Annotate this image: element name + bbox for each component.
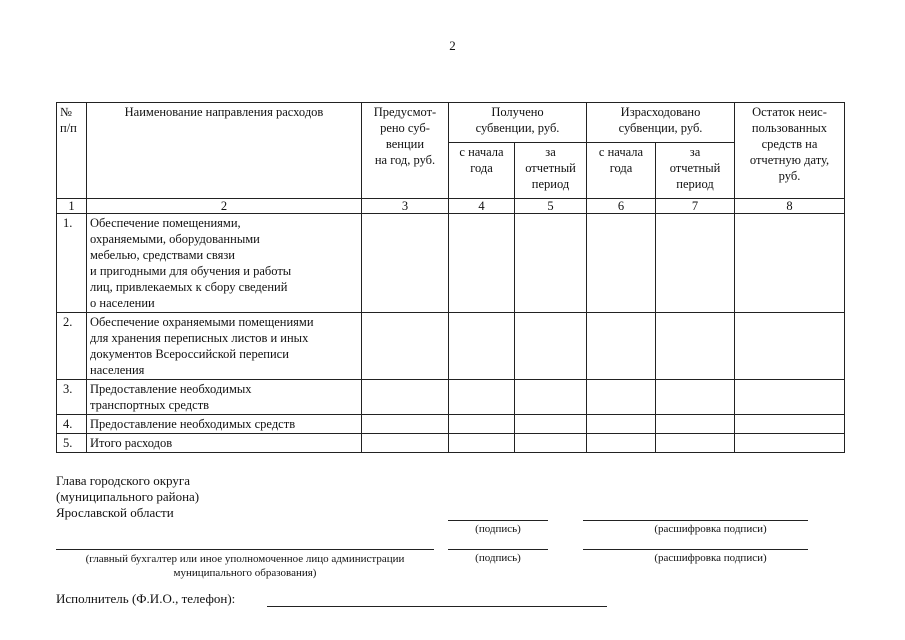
expense-report-table bbox=[56, 102, 845, 453]
cell-planned[interactable] bbox=[362, 214, 449, 313]
table-row-total bbox=[57, 434, 845, 453]
executor-label: Исполнитель (Ф.И.О., телефон): bbox=[56, 591, 236, 606]
header-spent-from-start: с начала года bbox=[587, 143, 656, 199]
row-name: Обеспечение помещениями, охраняемыми, оборудованными мебелью, средствами связи и пригодными для обучения и работы лиц, привлекаемых к сбору сведений о населении bbox=[87, 214, 362, 313]
cell-spent-for-period[interactable] bbox=[656, 380, 735, 415]
cell-spent-for-period[interactable] bbox=[656, 313, 735, 380]
cell-received-from-start[interactable] bbox=[449, 313, 515, 380]
accountant-label: (главный бухгалтер или иное уполномоченное лицо администрации муниципального образования) bbox=[85, 553, 405, 580]
header-name: Наименование направления расходов bbox=[87, 103, 362, 199]
cell-received-from-start[interactable] bbox=[449, 415, 515, 434]
column-index: 7 bbox=[656, 199, 735, 214]
cell-spent-from-start[interactable] bbox=[587, 214, 656, 313]
executor-line[interactable] bbox=[267, 606, 607, 607]
accountant-decoding-line[interactable] bbox=[583, 549, 808, 550]
accountant-line[interactable] bbox=[56, 549, 434, 550]
cell-spent-from-start[interactable] bbox=[587, 380, 656, 415]
column-index: 1 bbox=[57, 199, 87, 214]
cell-spent-from-start[interactable] bbox=[587, 313, 656, 380]
cell-received-for-period[interactable] bbox=[515, 434, 587, 453]
column-index: 8 bbox=[735, 199, 845, 214]
cell-planned[interactable] bbox=[362, 415, 449, 434]
table-row bbox=[57, 380, 845, 415]
accountant-decoding-label: (расшифровка подписи) bbox=[654, 552, 767, 564]
cell-spent-for-period[interactable] bbox=[656, 415, 735, 434]
cell-spent-from-start[interactable] bbox=[587, 415, 656, 434]
table-row bbox=[57, 313, 845, 380]
cell-planned[interactable] bbox=[362, 434, 449, 453]
cell-balance[interactable] bbox=[735, 434, 845, 453]
column-index: 4 bbox=[449, 199, 515, 214]
head-decoding-label: (расшифровка подписи) bbox=[654, 523, 767, 535]
column-index: 5 bbox=[515, 199, 587, 214]
header-received: Получено субвенции, руб. bbox=[449, 103, 587, 143]
header-received-from-start: с начала года bbox=[449, 143, 515, 199]
column-index: 2 bbox=[87, 199, 362, 214]
cell-spent-for-period[interactable] bbox=[656, 434, 735, 453]
page-number: 2 bbox=[449, 38, 456, 53]
cell-balance[interactable] bbox=[735, 313, 845, 380]
head-signature-line[interactable] bbox=[448, 520, 548, 521]
cell-balance[interactable] bbox=[735, 380, 845, 415]
cell-received-for-period[interactable] bbox=[515, 415, 587, 434]
column-index: 6 bbox=[587, 199, 656, 214]
cell-spent-from-start[interactable] bbox=[587, 434, 656, 453]
row-name: Итого расходов bbox=[87, 434, 362, 453]
cell-spent-for-period[interactable] bbox=[656, 214, 735, 313]
cell-planned[interactable] bbox=[362, 380, 449, 415]
header-spent-for-period: за отчетный период bbox=[656, 143, 735, 199]
cell-received-for-period[interactable] bbox=[515, 313, 587, 380]
row-number: 1. bbox=[57, 214, 87, 313]
cell-received-from-start[interactable] bbox=[449, 434, 515, 453]
cell-balance[interactable] bbox=[735, 415, 845, 434]
cell-received-for-period[interactable] bbox=[515, 214, 587, 313]
header-received-for-period: за отчетный период bbox=[515, 143, 587, 199]
accountant-signature-line[interactable] bbox=[448, 549, 548, 550]
row-number: 2. bbox=[57, 313, 87, 380]
cell-received-from-start[interactable] bbox=[449, 214, 515, 313]
head-signature-label: (подпись) bbox=[475, 523, 521, 535]
row-name: Обеспечение охраняемыми помещениями для хранения переписных листов и иных документов Всероссийской переписи населения bbox=[87, 313, 362, 380]
row-name: Предоставление необходимых средств bbox=[87, 415, 362, 434]
accountant-signature-label: (подпись) bbox=[475, 552, 521, 564]
header-planned: Предусмот- рено суб- венции на год, руб. bbox=[362, 103, 449, 199]
row-number: 4. bbox=[57, 415, 87, 434]
header-num: № п/п bbox=[57, 103, 87, 199]
header-spent: Израсходовано субвенции, руб. bbox=[587, 103, 735, 143]
cell-received-for-period[interactable] bbox=[515, 380, 587, 415]
column-index: 3 bbox=[362, 199, 449, 214]
head-title-line3: Ярославской области bbox=[56, 505, 174, 520]
head-decoding-line[interactable] bbox=[583, 520, 808, 521]
row-name: Предоставление необходимых транспортных средств bbox=[87, 380, 362, 415]
cell-received-from-start[interactable] bbox=[449, 380, 515, 415]
table-row bbox=[57, 415, 845, 434]
cell-planned[interactable] bbox=[362, 313, 449, 380]
header-balance: Остаток неис- пользованных средств на отчетную дату, руб. bbox=[735, 103, 845, 199]
column-index-row bbox=[57, 199, 845, 214]
row-number: 5. bbox=[57, 434, 87, 453]
head-title-line1: Глава городского округа bbox=[56, 473, 190, 488]
row-number: 3. bbox=[57, 380, 87, 415]
head-title-line2: (муниципального района) bbox=[56, 489, 200, 504]
table-row bbox=[57, 214, 845, 313]
cell-balance[interactable] bbox=[735, 214, 845, 313]
